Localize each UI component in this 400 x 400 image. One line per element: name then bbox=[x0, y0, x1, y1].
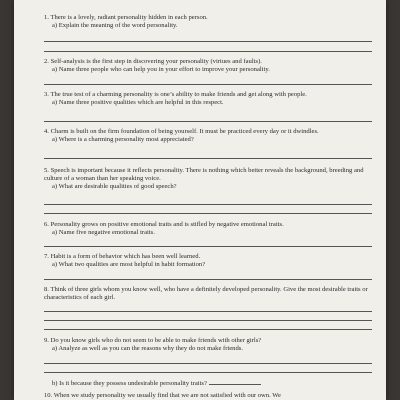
question-text: 1. There is a lovely, radiant personality hidden in each person. bbox=[44, 14, 208, 21]
answer-line[interactable] bbox=[44, 213, 372, 214]
question-5 bbox=[44, 167, 374, 192]
question-2 bbox=[44, 58, 374, 74]
question-9b bbox=[44, 379, 374, 388]
question-text: 7. Habit is a form of behavior which has been well learned. bbox=[44, 253, 201, 260]
answer-line[interactable] bbox=[44, 329, 372, 330]
question-prompt: a) What two qualities are most helpful in habit formation? bbox=[52, 261, 206, 269]
question-prompt: a) Analyze as well as you can the reasons why they do not make friends. bbox=[52, 345, 243, 353]
answer-line[interactable] bbox=[44, 41, 372, 42]
question-prompt: a) Name three positive qualities which are helpful in this respect. bbox=[52, 99, 224, 107]
question-4 bbox=[44, 128, 374, 144]
answer-line[interactable] bbox=[44, 204, 372, 205]
answer-line[interactable] bbox=[44, 158, 372, 159]
question-1 bbox=[44, 14, 374, 30]
question-3 bbox=[44, 91, 374, 107]
question-text: 8. Think of three girls whom you know well, who have a definitely developed personality. Give the most desirable traits or characteristics of each girl. bbox=[44, 286, 368, 302]
question-prompt: a) Name five negative emotional traits. bbox=[52, 229, 155, 237]
answer-line[interactable] bbox=[44, 363, 372, 364]
question-text: 6. Personality grows on positive emotional traits and is stifled by negative emotional traits. bbox=[44, 221, 284, 228]
answer-line[interactable] bbox=[44, 279, 372, 280]
question-prompt: b) Is it because they possess undesirable personality traits? bbox=[44, 379, 374, 388]
answer-line[interactable] bbox=[44, 246, 372, 247]
question-7 bbox=[44, 253, 374, 269]
question-prompt: a) Where is a charming personality most appreciated? bbox=[52, 136, 194, 144]
question-6 bbox=[44, 221, 374, 237]
worksheet-page bbox=[14, 0, 386, 400]
question-10 bbox=[44, 392, 374, 400]
answer-line[interactable] bbox=[44, 51, 372, 52]
question-prompt: a) Explain the meaning of the word personality. bbox=[52, 22, 178, 30]
question-8 bbox=[44, 286, 374, 302]
question-prompt: a) What are desirable qualities of good speech? bbox=[52, 183, 177, 191]
answer-blank[interactable] bbox=[209, 379, 261, 385]
question-text: 4. Charm is built on the firm foundation of being yourself. It must be practiced every day or it dwindles. bbox=[44, 128, 319, 135]
question-9 bbox=[44, 337, 374, 353]
question-text: 3. The true test of a charming personality is one’s ability to make friends and get along with people. bbox=[44, 91, 307, 98]
answer-line[interactable] bbox=[44, 320, 372, 321]
answer-line[interactable] bbox=[44, 372, 372, 373]
answer-line[interactable] bbox=[44, 121, 372, 122]
question-text: 5. Speech is important because it reflects personality. There is nothing which better reveals the background, breeding and culture of a woman than her speaking voice. bbox=[44, 167, 364, 183]
question-text: 10. When we study personality we usually find that we are not satisfied with our own. We bbox=[44, 392, 281, 399]
question-prompt: a) Name three people who can help you in your effort to improve your personality. bbox=[52, 66, 270, 74]
question-text: 9. Do you know girls who do not seem to be able to make friends with other girls? bbox=[44, 337, 262, 344]
question-text: 2. Self-analysis is the first step in discovering your personality (virtues and faults). bbox=[44, 58, 262, 65]
answer-line[interactable] bbox=[44, 311, 372, 312]
answer-line[interactable] bbox=[44, 84, 372, 85]
